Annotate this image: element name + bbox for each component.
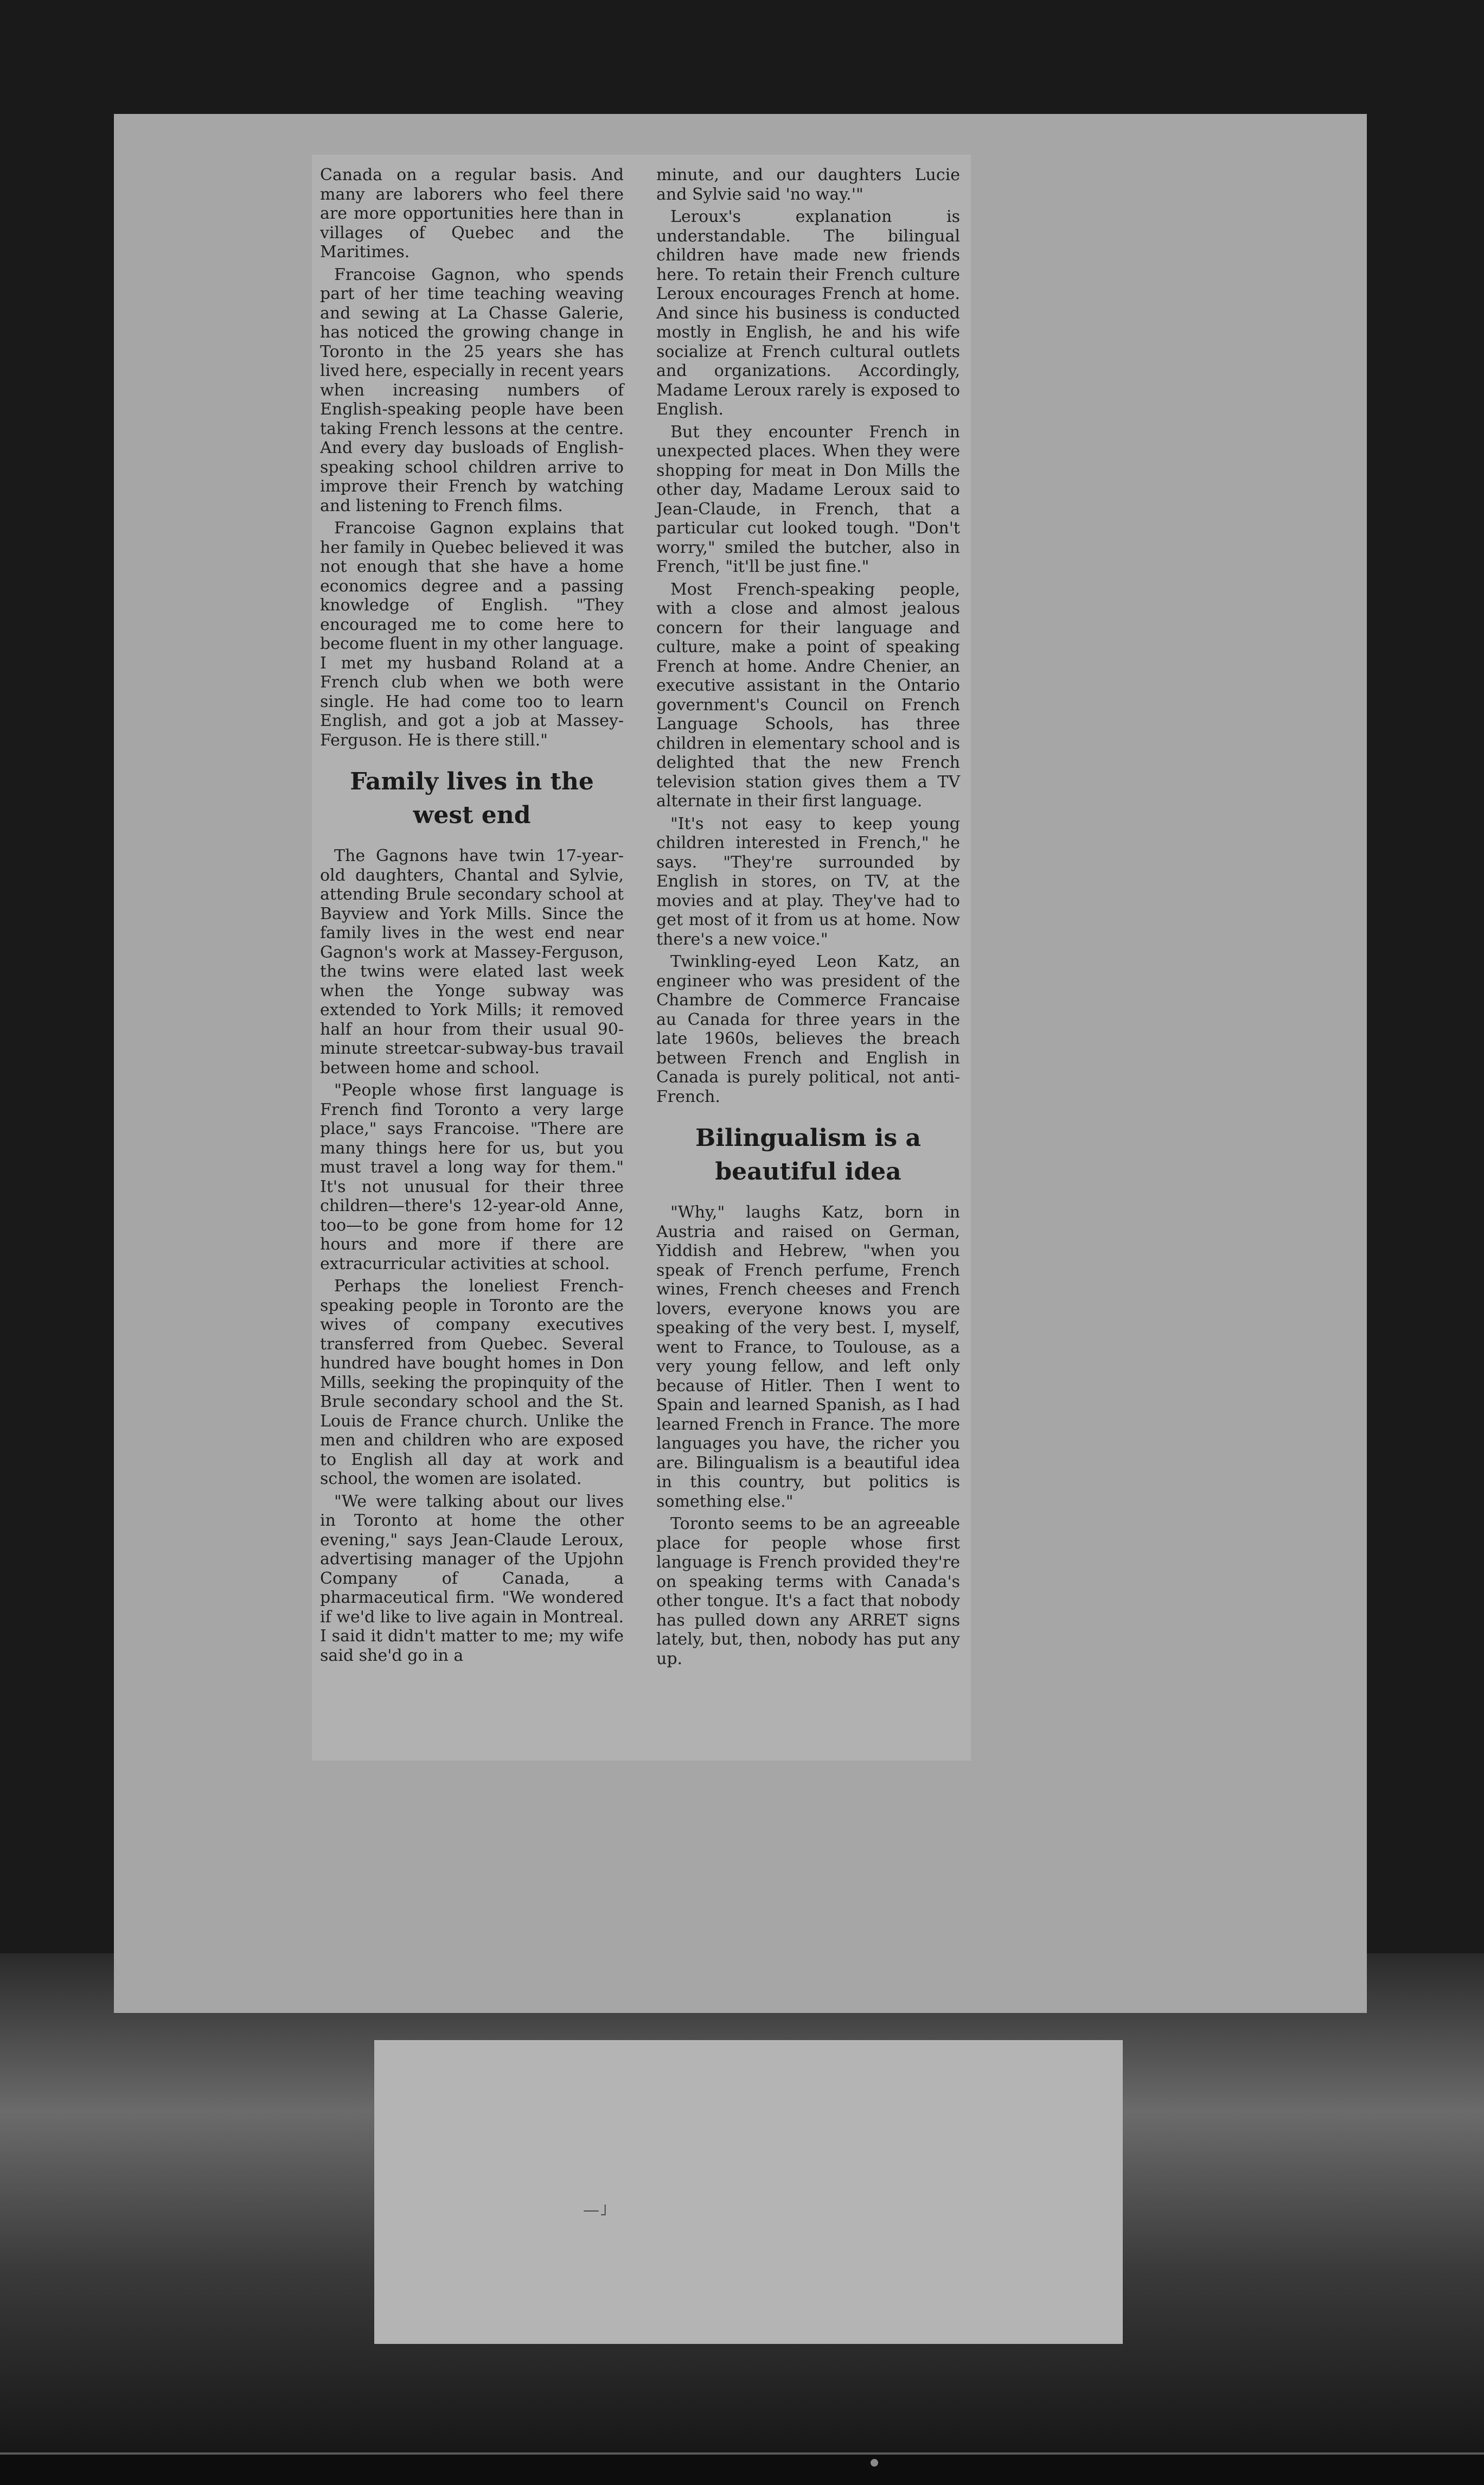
paragraph: Francoise Gagnon explains that her family in Quebec believed it was not enough that she have a home economics degree and a passing knowledge of English. "They encouraged me to come here to become fluent in my other language. I met my husband Roland at a French club when we both were single. He had come too to learn English, and got a job at Massey-Ferguson. He is there still." [320, 519, 624, 750]
section-heading: Bilingualism is a beautiful idea [695, 1124, 921, 1186]
paragraph: The Gagnons have twin 17-year-old daughters, Chantal and Sylvie, attending Brule secondary school at Bayview and York Mills. Since the family lives in the west end near Gagnon's work at Massey-Ferguson, the twins were elated last week when the Yonge subway was extended to York Mills; it removed half an hour from their usual 90-minute streetcar-subway-bus travail between home and school. [320, 846, 624, 1078]
paragraph: "It's not easy to keep young children interested in French," he says. "They're surrounded by English in stores, on TV, at the movies and at play. They've had to get most of it from us at home. Now there's a new voice." [656, 814, 960, 949]
paragraph: But they encounter French in unexpected places. When they were shopping for meat in Don Mills the other day, Madame Leroux said to Jean-Claude, in French, that a particular cut looked tough. "Don't worry," smiled the butcher, also in French, "it'll be just fine." [656, 422, 960, 576]
paragraph: "People whose first language is French find Toronto a very large place," says Francoise. "There are many things here for us, but you must travel a long way for them." It's not unusual for their three children—there's 12-year-old Anne, too—to be gone from home for 12 hours and more if there are extracurricular activities at school. [320, 1081, 624, 1273]
newspaper-clipping [312, 155, 971, 1761]
left-column [320, 165, 624, 1668]
right-column [656, 165, 960, 1672]
paragraph: Most French-speaking people, with a close and almost jealous concern for their language and culture, make a point of speaking French at home. Andre Chenier, an executive assistant in the Ontario government's Council on French Language Schools, has three children in elementary school and is delighted that the new French television station gives them a TV alternate in their first language. [656, 579, 960, 811]
paragraph: "We were talking about our lives in Toronto at home the other evening," says Jean-Claude Leroux, advertising manager of the Upjohn Company of Canada, a pharmaceutical firm. "We wondered if we'd like to live again in Montreal. I said it didn't matter to me; my wife said she'd go in a [320, 1492, 624, 1665]
paragraph: Twinkling-eyed Leon Katz, an engineer who was president of the Chambre de Commerce Francaise au Canada for three years in the late 1960s, believes the breach between French and English in Canada is purely political, not anti-French. [656, 952, 960, 1106]
paragraph: "Why," laughs Katz, born in Austria and raised on German, Yiddish and Hebrew, "when you speak of French perfume, French wines, French cheeses and French lovers, everyone knows you are speaking of the very best. I, myself, went to France, to Toulouse, as a very young fellow, and left only because of Hitler. Then I went to Spain and learned Spanish, as I had learned French in France. The more languages you have, the richer you are. Bilingualism is a beautiful idea in this country, but politics is something else." [656, 1203, 960, 1511]
paragraph: Toronto seems to be an agreeable place for people whose first language is French provided they're on speaking terms with Canada's other tongue. It's a fact that nobody has pulled down any ARRET signs lately, but, then, nobody has put any up. [656, 1514, 960, 1668]
blank-slip [374, 2040, 1123, 2344]
paragraph: Canada on a regular basis. And many are laborers who feel there are more opportunities here than in villages of Quebec and the Maritimes. [320, 165, 624, 262]
film-edge [0, 2452, 1484, 2485]
paragraph: Francoise Gagnon, who spends part of her time teaching weaving and sewing at La Chasse Galerie, has noticed the growing change in Toronto in the 25 years she has lived here, especially in recent years when increasing numbers of English-speaking people have been taking French lessons at the centre. And every day busloads of English-speaking school children arrive to improve their French by watching and listening to French films. [320, 265, 624, 515]
paragraph: Perhaps the loneliest French-speaking people in Toronto are the wives of company executives transferred from Quebec. Several hundred have bought homes in Don Mills, seeking the propinquity of the Brule secondary school and the St. Louis de France church. Unlike the men and children who are exposed to English all day at work and school, the women are isolated. [320, 1277, 624, 1488]
film-sprocket-icon [871, 2459, 878, 2467]
pencil-mark-icon: —˩ [583, 2201, 607, 2220]
paragraph: Leroux's explanation is understandable. The bilingual children have made new friends here. To retain their French culture Leroux encourages French at home. And since his business is conducted mostly in English, he and his wife socialize at French cultural outlets and organizations. Accordingly, Madame Leroux rarely is exposed to English. [656, 207, 960, 419]
section-heading: Family lives in the west end [350, 768, 594, 829]
paragraph: minute, and our daughters Lucie and Sylvie said 'no way.'" [656, 165, 960, 204]
